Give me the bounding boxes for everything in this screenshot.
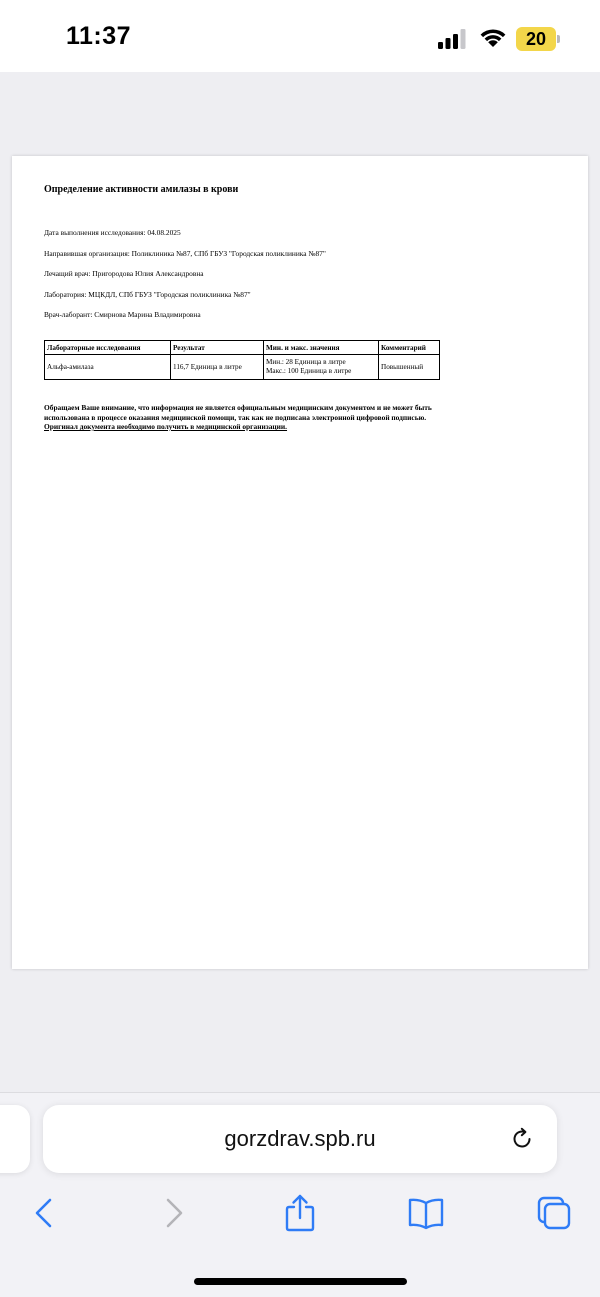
document-title: Определение активности амилазы в крови — [44, 184, 239, 195]
notice-line-1: Обращаем Ваше внимание, что информация не является официальным медицинским документом и не может быть — [44, 403, 432, 412]
bookmarks-icon — [406, 1196, 446, 1230]
document-page — [12, 156, 588, 969]
cell-comment: Повышенный — [379, 355, 440, 380]
signal-icon — [438, 29, 466, 49]
field-date: Дата выполнения исследования: 04.08.2025 — [44, 228, 181, 237]
wifi-icon — [479, 26, 507, 48]
notice-line-2: использована в процессе оказания медицинской помощи, так как не подписана электронной цифровой подписью. — [44, 412, 427, 422]
lab-results-table — [44, 340, 440, 380]
share-icon — [283, 1193, 317, 1233]
forward-button[interactable] — [152, 1191, 196, 1235]
address-bar[interactable] — [43, 1105, 557, 1173]
notice-line-3: Оригинал документа необходимо получить в медицинской организации. — [44, 422, 288, 431]
range-max: Макс.: 100 Единица в литре — [266, 367, 352, 375]
previous-tab-card[interactable] — [0, 1105, 30, 1173]
cell-result: 116,7 Единица в литре — [171, 355, 264, 380]
back-icon — [32, 1197, 56, 1229]
table-header-result: Результат — [171, 341, 264, 355]
table-header-comment: Комментарий — [379, 341, 440, 355]
reload-icon[interactable] — [509, 1126, 535, 1152]
status-time: 11:37 — [66, 22, 132, 50]
bookmarks-button[interactable] — [404, 1191, 448, 1235]
forward-icon — [162, 1197, 186, 1229]
address-url[interactable]: gorzdrav.spb.ru — [224, 1126, 376, 1151]
cell-range — [264, 355, 379, 380]
tabs-icon — [535, 1194, 573, 1232]
tabs-button[interactable] — [532, 1191, 576, 1235]
field-doctor: Лечащий врач: Пригородова Юлия Александровна — [44, 269, 204, 278]
disclaimer-notice — [44, 403, 554, 432]
back-button[interactable] — [22, 1191, 66, 1235]
table-header-range: Мин. и макс. значения — [264, 341, 379, 355]
browser-bottom-bar — [0, 1092, 600, 1297]
share-button[interactable] — [278, 1191, 322, 1235]
table-header-row — [45, 341, 440, 355]
table-header-test: Лабораторные исследования — [45, 341, 171, 355]
home-indicator[interactable] — [194, 1278, 407, 1285]
field-organization: Направившая организация: Поликлиника №87, СПб ГБУЗ "Городская поликлиника №87" — [44, 249, 326, 258]
cell-test: Альфа-амилаза — [45, 355, 171, 380]
table-row — [45, 355, 440, 380]
status-bar — [0, 0, 600, 72]
field-lab-doctor: Врач-лаборант: Смирнова Марина Владимировна — [44, 310, 201, 319]
battery-tip — [557, 35, 560, 43]
battery-icon: 20 — [516, 27, 556, 51]
field-laboratory: Лаборатория: МЦКДЛ, СПб ГБУЗ "Городская поликлиника №87" — [44, 290, 251, 299]
range-min: Мин.: 28 Единица в литре — [266, 358, 346, 366]
